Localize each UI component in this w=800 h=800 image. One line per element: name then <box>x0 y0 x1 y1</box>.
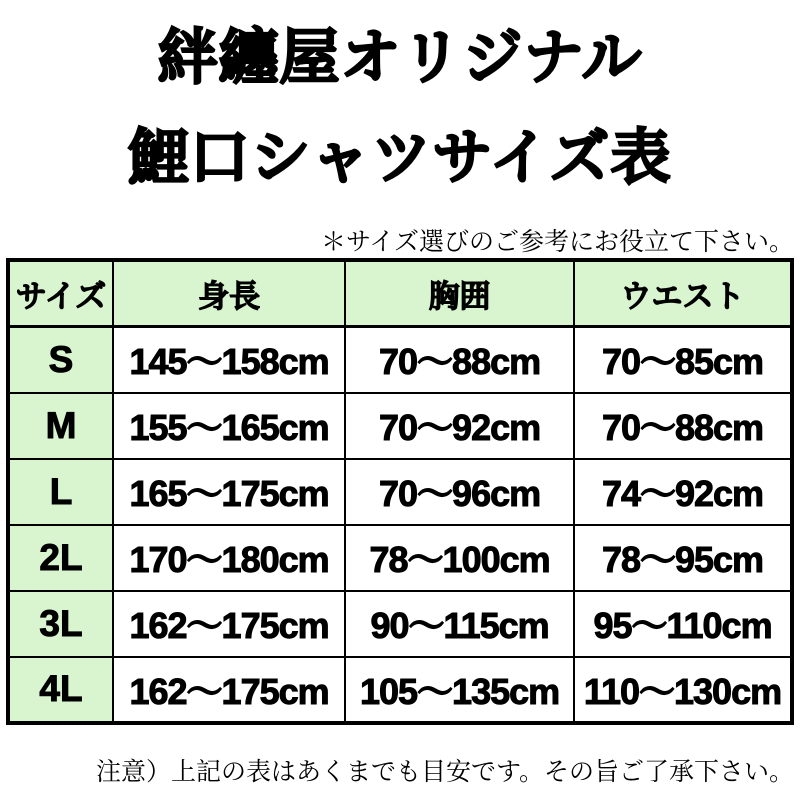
table-row <box>8 657 792 723</box>
waist-value: 74〜92cm <box>574 459 792 525</box>
chest-value: 105〜135cm <box>345 657 574 723</box>
height-value: 162〜175cm <box>113 657 345 723</box>
table-row <box>8 393 792 459</box>
column-header-chest: 胸囲 <box>345 260 574 327</box>
height-value: 155〜165cm <box>113 393 345 459</box>
waist-value: 70〜85cm <box>574 327 792 393</box>
disclaimer-note: 注意）上記の表はあくまでも目安です。その旨ご了承下さい。 <box>95 759 794 786</box>
height-value: 162〜175cm <box>113 591 345 657</box>
table-row <box>8 591 792 657</box>
chart-title: 鯉口シャツサイズ表 <box>128 124 672 191</box>
column-header-height: 身長 <box>113 260 345 327</box>
waist-value: 78〜95cm <box>574 525 792 591</box>
table-row <box>8 459 792 525</box>
chest-value: 70〜96cm <box>345 459 574 525</box>
height-value: 165〜175cm <box>113 459 345 525</box>
chest-value: 70〜92cm <box>345 393 574 459</box>
chest-value: 78〜100cm <box>345 525 574 591</box>
size-label: 2L <box>8 525 113 591</box>
brand-title: 絆纏屋オリジナル <box>157 24 643 91</box>
size-label: 4L <box>8 657 113 723</box>
size-table <box>6 258 794 725</box>
table-row <box>8 525 792 591</box>
height-value: 145〜158cm <box>113 327 345 393</box>
table-row <box>8 327 792 393</box>
chest-value: 90〜115cm <box>345 591 574 657</box>
column-header-waist: ウエスト <box>574 260 792 327</box>
waist-value: 70〜88cm <box>574 393 792 459</box>
usage-note: ＊サイズ選びのご参考にお役立て下さい。 <box>320 229 794 256</box>
column-header-size: サイズ <box>8 260 113 327</box>
waist-value: 95〜110cm <box>574 591 792 657</box>
size-label: 3L <box>8 591 113 657</box>
size-label: L <box>8 459 113 525</box>
waist-value: 110〜130cm <box>574 657 792 723</box>
size-label: M <box>8 393 113 459</box>
table-header-row <box>8 260 792 327</box>
size-label: S <box>8 327 113 393</box>
height-value: 170〜180cm <box>113 525 345 591</box>
chest-value: 70〜88cm <box>345 327 574 393</box>
